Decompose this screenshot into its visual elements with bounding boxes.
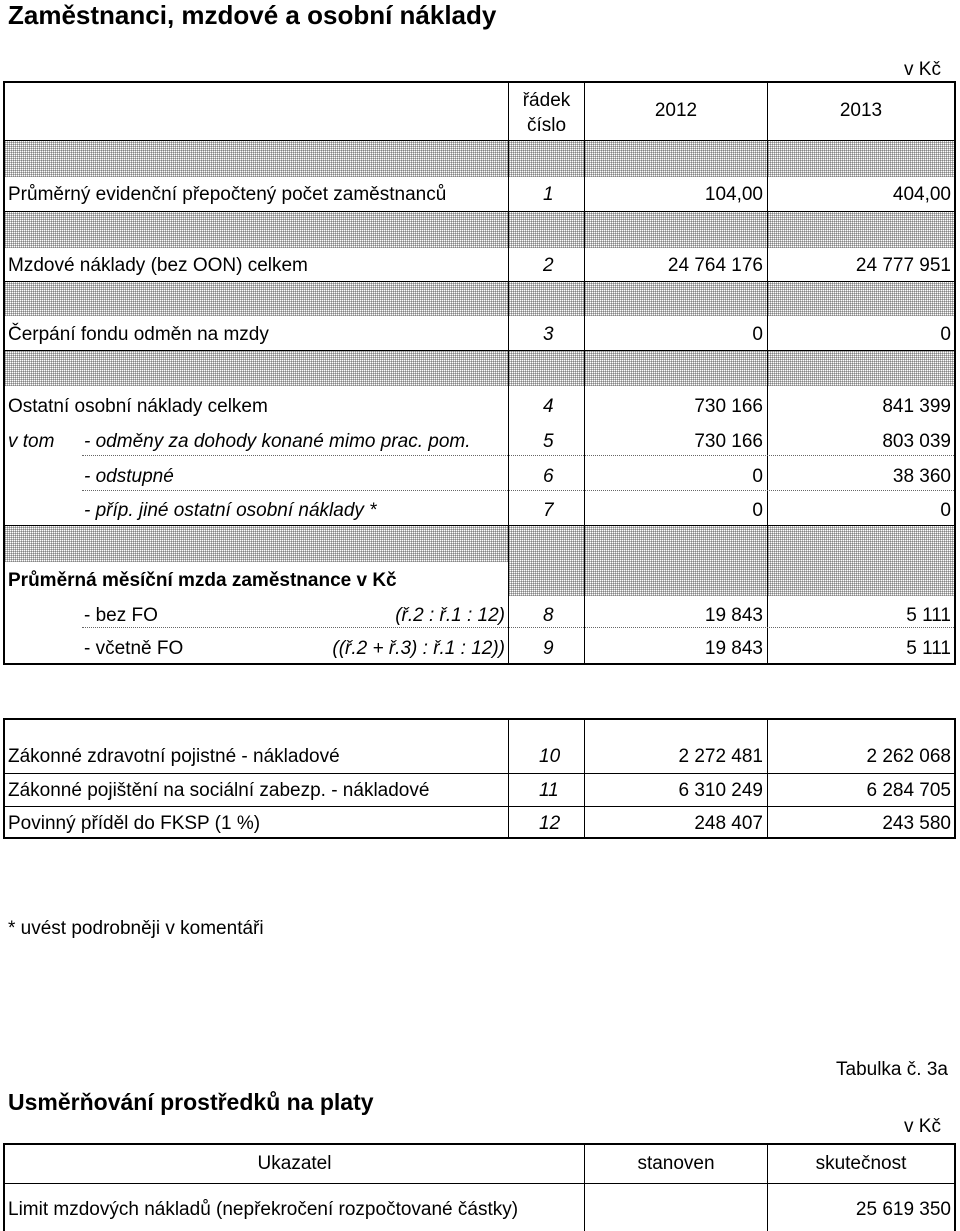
year-2013-header: 2013 (839, 100, 883, 121)
row-number-header: řádek číslo (522, 90, 571, 136)
table-number: Tabulka č. 3a (836, 1059, 948, 1080)
section-title: Usměrňování prostředků na platy (8, 1089, 374, 1115)
column-header-ukazatel: Ukazatel (257, 1153, 332, 1174)
section-title: Zaměstnanci, mzdové a osobní náklady (8, 0, 497, 30)
year-2012-header: 2012 (654, 100, 698, 121)
formula: ((ř.2 + ř.3) : ř.1 : 12)) (332, 638, 505, 659)
wage-heading: Průměrná měsíční mzda zaměstnance v Kč (8, 570, 397, 591)
unit-label: v Kč (904, 1116, 941, 1137)
footnote: * uvést podrobněji v komentáři (8, 918, 264, 939)
column-header-stanoven: stanoven (637, 1153, 715, 1174)
formula: (ř.2 : ř.1 : 12) (395, 605, 505, 626)
unit-label: v Kč (904, 59, 941, 80)
column-header-skutecnost: skutečnost (815, 1153, 907, 1174)
